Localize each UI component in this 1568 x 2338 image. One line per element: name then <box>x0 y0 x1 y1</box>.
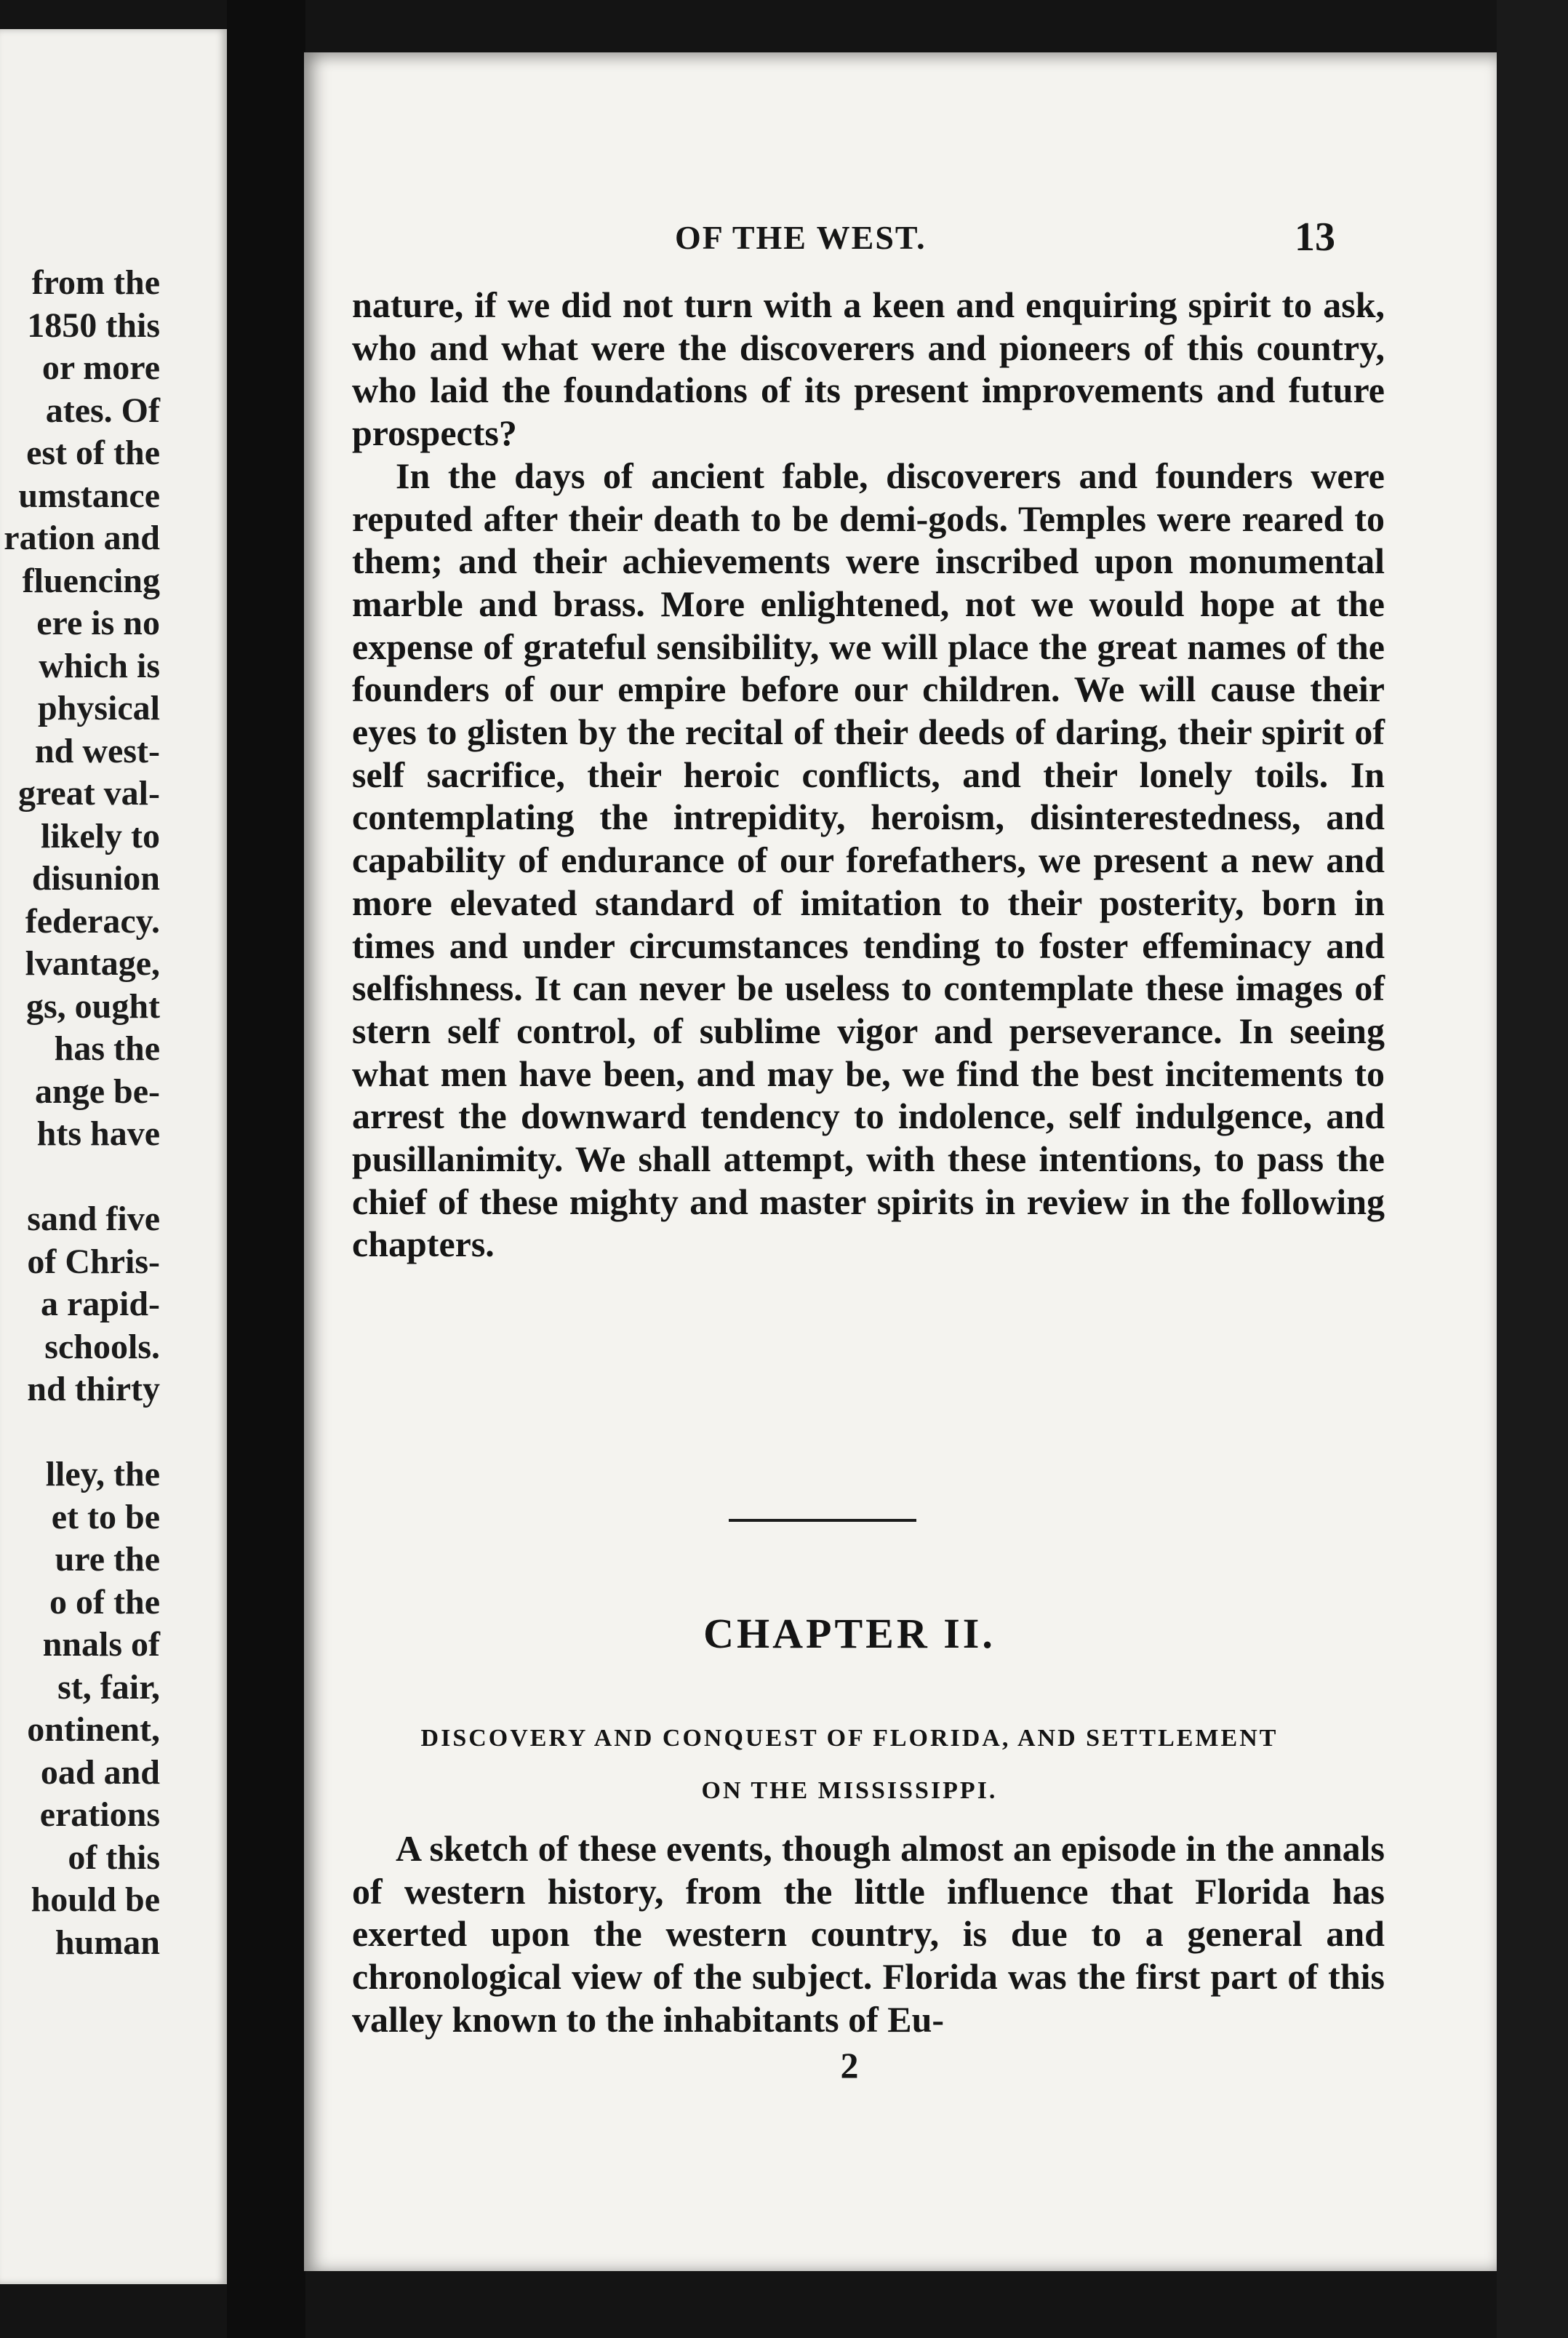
opening-text <box>352 284 1385 1266</box>
signature-mark: 2 <box>840 2045 859 2086</box>
previous-page-line: erations <box>39 1795 160 1834</box>
running-title: OF THE WEST. <box>675 219 927 256</box>
previous-page-line: umstance <box>18 476 160 515</box>
previous-page-line <box>4 1411 160 1454</box>
previous-page-line: o of the <box>49 1582 160 1621</box>
previous-page-line: sand five <box>27 1200 160 1238</box>
chapter-text <box>352 1827 1385 2041</box>
chapter-heading: CHAPTER II. <box>703 1610 996 1657</box>
previous-page-line: hts have <box>36 1114 160 1153</box>
previous-page-line: nd thirty <box>27 1370 160 1408</box>
previous-page-line: oad and <box>40 1752 160 1792</box>
previous-page-line: federacy. <box>25 901 160 941</box>
chapter-subtitle-line-2: ON THE MISSISSIPPI. <box>701 1777 998 1804</box>
previous-page-line: et to be <box>51 1497 160 1536</box>
previous-page-line: nd west- <box>34 731 160 770</box>
previous-page-line: has the <box>54 1029 160 1068</box>
previous-page-line: fluencing <box>22 561 160 600</box>
previous-page-line: ure the <box>55 1540 160 1579</box>
previous-page-fragment <box>0 29 227 2284</box>
previous-page-line: hould be <box>31 1880 160 1919</box>
previous-page-line: lvantage, <box>25 944 160 983</box>
paragraph-continued: nature, if we did not turn with a keen and enquiring spirit to ask, who and what were the discoverers and pioneers of this country, who laid the foundations of its present improvements and future prospects? <box>352 284 1385 454</box>
previous-page-line <box>4 1156 160 1199</box>
previous-page-line: st, fair, <box>57 1667 160 1707</box>
previous-page-line: disunion <box>31 859 160 898</box>
scan-edge <box>1497 0 1568 2338</box>
previous-page-line: likely to <box>41 816 160 855</box>
previous-page-line: ration and <box>4 519 160 557</box>
previous-page-line: of this <box>68 1838 160 1877</box>
previous-page-text <box>4 262 160 1964</box>
previous-page-line: schools. <box>44 1327 160 1366</box>
previous-page-line: est of the <box>26 434 160 472</box>
previous-page-line: 1850 this <box>27 306 160 345</box>
running-head <box>675 215 1335 269</box>
previous-page-line: physical <box>37 689 160 727</box>
previous-page-line: nnals of <box>42 1625 160 1664</box>
previous-page-line: or more <box>41 348 160 387</box>
book-gutter <box>227 0 305 2338</box>
book-page <box>304 52 1497 2271</box>
previous-page-line: ates. Of <box>45 391 160 430</box>
previous-page-line: lley, the <box>45 1455 160 1493</box>
paragraph-ancient-fable: In the days of ancient fable, discoverers and founders were reputed after their death to be demi-gods. Temples were reared to them; and their achievements were inscribed upon monumental marble and brass. More enlightened, not we would hope at the expense of grateful sensibility, we will place the great names of the founders of our empire before our children. We will cause their eyes to glisten by the recital of their deeds of daring, their spirit of self sacrifice, their heroic conflicts, and their lonely toils. In contemplating the intrepidity, heroism, disinterestedness, and capability of endurance of our forefathers, we present a new and more elevated standard of imitation to their posterity, born in times and under circumstances tending to foster effeminacy and selfishness. It can never be useless to contemplate these images of stern self control, of sublime vigor and perseverance. In seeing what men have been, and may be, we find the best incitements to arrest the downward tendency to indolence, self indulgence, and pusillanimity. We shall attempt, with these intentions, to pass the chief of these mighty and master spirits in review in the following chapters. <box>352 455 1385 1265</box>
chapter-subtitle-line-1: DISCOVERY AND CONQUEST OF FLORIDA, AND SETTLEMENT <box>420 1725 1279 1752</box>
previous-page-line: of Chris- <box>27 1242 160 1281</box>
page-number: 13 <box>1295 215 1335 260</box>
previous-page-line: great val- <box>17 774 160 813</box>
previous-page-line: gs, ought <box>25 986 160 1026</box>
previous-page-line: ontinent, <box>27 1710 160 1749</box>
previous-page-line: a rapid- <box>40 1285 160 1323</box>
chapter-paragraph-1: A sketch of these events, though almost an episode in the annals of western history, from the little influence that Florida has exerted upon the western country, is due to a general and chronological view of the subject. Florida was the first part of this valley known to the inhabitants of Eu- <box>352 1828 1385 2040</box>
previous-page-line: human <box>55 1923 160 1962</box>
previous-page-line: from the <box>31 263 160 302</box>
previous-page-line: ange be- <box>35 1072 160 1111</box>
section-divider <box>729 1519 916 1522</box>
chapter-subtitle <box>326 1712 1373 1817</box>
previous-page-line: which is <box>39 646 160 685</box>
previous-page-line: ere is no <box>36 604 160 642</box>
